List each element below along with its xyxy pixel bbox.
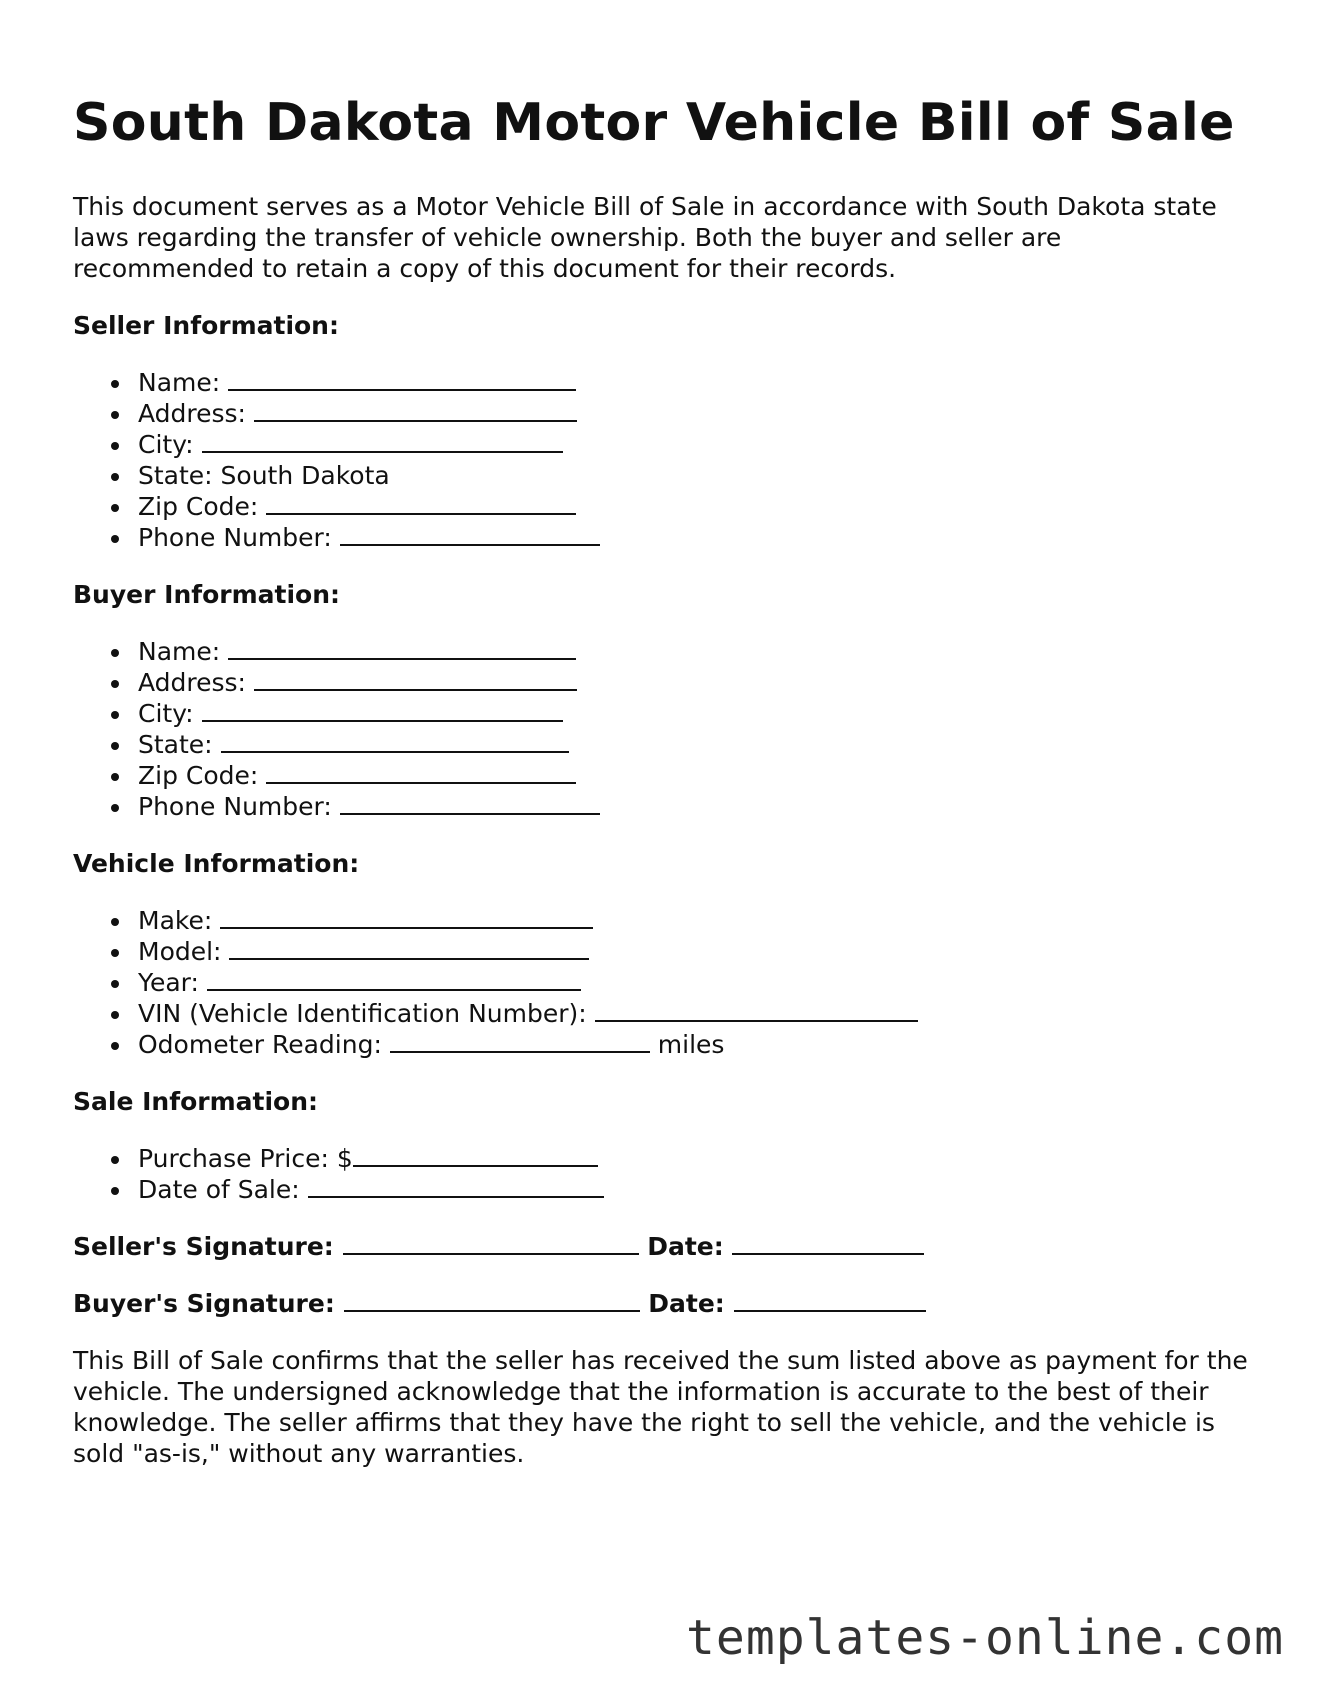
vehicle-model-label: Model: <box>138 937 222 966</box>
buyer-heading: Buyer Information: <box>73 580 341 609</box>
seller-zip-blank[interactable] <box>266 491 576 515</box>
seller-signature-line <box>73 1231 1253 1262</box>
buyer-address-label: Address: <box>138 668 246 697</box>
document-page <box>73 90 1253 1469</box>
list-item <box>73 429 1253 460</box>
buyer-signature-label: Buyer's Signature: <box>73 1289 335 1318</box>
intro-paragraph: This document serves as a Motor Vehicle Bill of Sale in accordance with South Dakota state laws regarding the transfer of vehicle ownership. Both the buyer and seller are recommended to retain a copy of this document for their records. <box>73 192 1217 283</box>
list-item <box>73 967 1253 998</box>
list-item <box>73 1029 1253 1060</box>
list-item <box>73 1174 1253 1205</box>
list-item <box>73 791 1253 822</box>
seller-state-label: State: South Dakota <box>138 461 390 490</box>
list-item <box>73 522 1253 553</box>
seller-name-label: Name: <box>138 368 221 397</box>
watermark: templates-online.com <box>686 1610 1284 1666</box>
buyer-phone-blank[interactable] <box>340 791 600 815</box>
list-item <box>73 905 1253 936</box>
seller-date-blank[interactable] <box>732 1231 924 1255</box>
vehicle-year-label: Year: <box>138 968 199 997</box>
vehicle-odometer-label: Odometer Reading: <box>138 1030 382 1059</box>
vehicle-fields <box>73 905 1253 1060</box>
list-item <box>73 491 1253 522</box>
buyer-zip-blank[interactable] <box>266 760 576 784</box>
sale-date-blank[interactable] <box>308 1174 604 1198</box>
list-item <box>73 698 1253 729</box>
vehicle-heading: Vehicle Information: <box>73 849 360 878</box>
seller-zip-label: Zip Code: <box>138 492 259 521</box>
vehicle-model-blank[interactable] <box>229 936 589 960</box>
seller-address-label: Address: <box>138 399 246 428</box>
odometer-unit: miles <box>657 1030 725 1059</box>
vehicle-vin-label: VIN (Vehicle Identification Number): <box>138 999 587 1028</box>
vehicle-make-blank[interactable] <box>220 905 593 929</box>
list-item <box>73 636 1253 667</box>
list-item <box>73 998 1253 1029</box>
vehicle-make-label: Make: <box>138 906 213 935</box>
vehicle-vin-blank[interactable] <box>595 998 918 1022</box>
sale-price-label: Purchase Price: $ <box>138 1144 353 1173</box>
seller-city-blank[interactable] <box>202 429 563 453</box>
sale-fields <box>73 1143 1253 1205</box>
buyer-date-label: Date: <box>648 1289 725 1318</box>
list-item <box>73 729 1253 760</box>
seller-address-blank[interactable] <box>254 398 577 422</box>
buyer-signature-blank[interactable] <box>344 1288 640 1312</box>
buyer-address-blank[interactable] <box>254 667 577 691</box>
seller-name-blank[interactable] <box>228 367 576 391</box>
seller-fields <box>73 367 1253 553</box>
list-item <box>73 760 1253 791</box>
vehicle-year-blank[interactable] <box>207 967 581 991</box>
buyer-name-label: Name: <box>138 637 221 666</box>
seller-heading: Seller Information: <box>73 311 339 340</box>
seller-date-label: Date: <box>647 1232 724 1261</box>
buyer-phone-label: Phone Number: <box>138 792 332 821</box>
buyer-date-blank[interactable] <box>734 1288 926 1312</box>
buyer-zip-label: Zip Code: <box>138 761 259 790</box>
page-title: South Dakota Motor Vehicle Bill of Sale <box>73 93 1235 153</box>
buyer-state-blank[interactable] <box>221 729 569 753</box>
seller-signature-label: Seller's Signature: <box>73 1232 334 1261</box>
seller-signature-blank[interactable] <box>343 1231 639 1255</box>
buyer-name-blank[interactable] <box>228 636 576 660</box>
closing-paragraph: This Bill of Sale confirms that the seller has received the sum listed above as payment for the vehicle. The undersigned acknowledge that the information is accurate to the best of their knowledge. The seller affirms that they have the right to sell the vehicle, and the vehicle is sold "as-is," without any warranties. <box>73 1346 1248 1468</box>
seller-city-label: City: <box>138 430 194 459</box>
seller-phone-blank[interactable] <box>340 522 600 546</box>
sale-price-blank[interactable] <box>353 1143 598 1167</box>
sale-date-label: Date of Sale: <box>138 1175 300 1204</box>
buyer-city-blank[interactable] <box>202 698 563 722</box>
buyer-state-label: State: <box>138 730 213 759</box>
list-item <box>73 1143 1253 1174</box>
list-item <box>73 367 1253 398</box>
buyer-city-label: City: <box>138 699 194 728</box>
list-item <box>73 667 1253 698</box>
seller-phone-label: Phone Number: <box>138 523 332 552</box>
buyer-signature-line <box>73 1288 1253 1319</box>
list-item <box>73 398 1253 429</box>
list-item <box>73 460 1253 491</box>
sale-heading: Sale Information: <box>73 1087 318 1116</box>
vehicle-odometer-blank[interactable] <box>390 1029 650 1053</box>
list-item <box>73 936 1253 967</box>
buyer-fields <box>73 636 1253 822</box>
